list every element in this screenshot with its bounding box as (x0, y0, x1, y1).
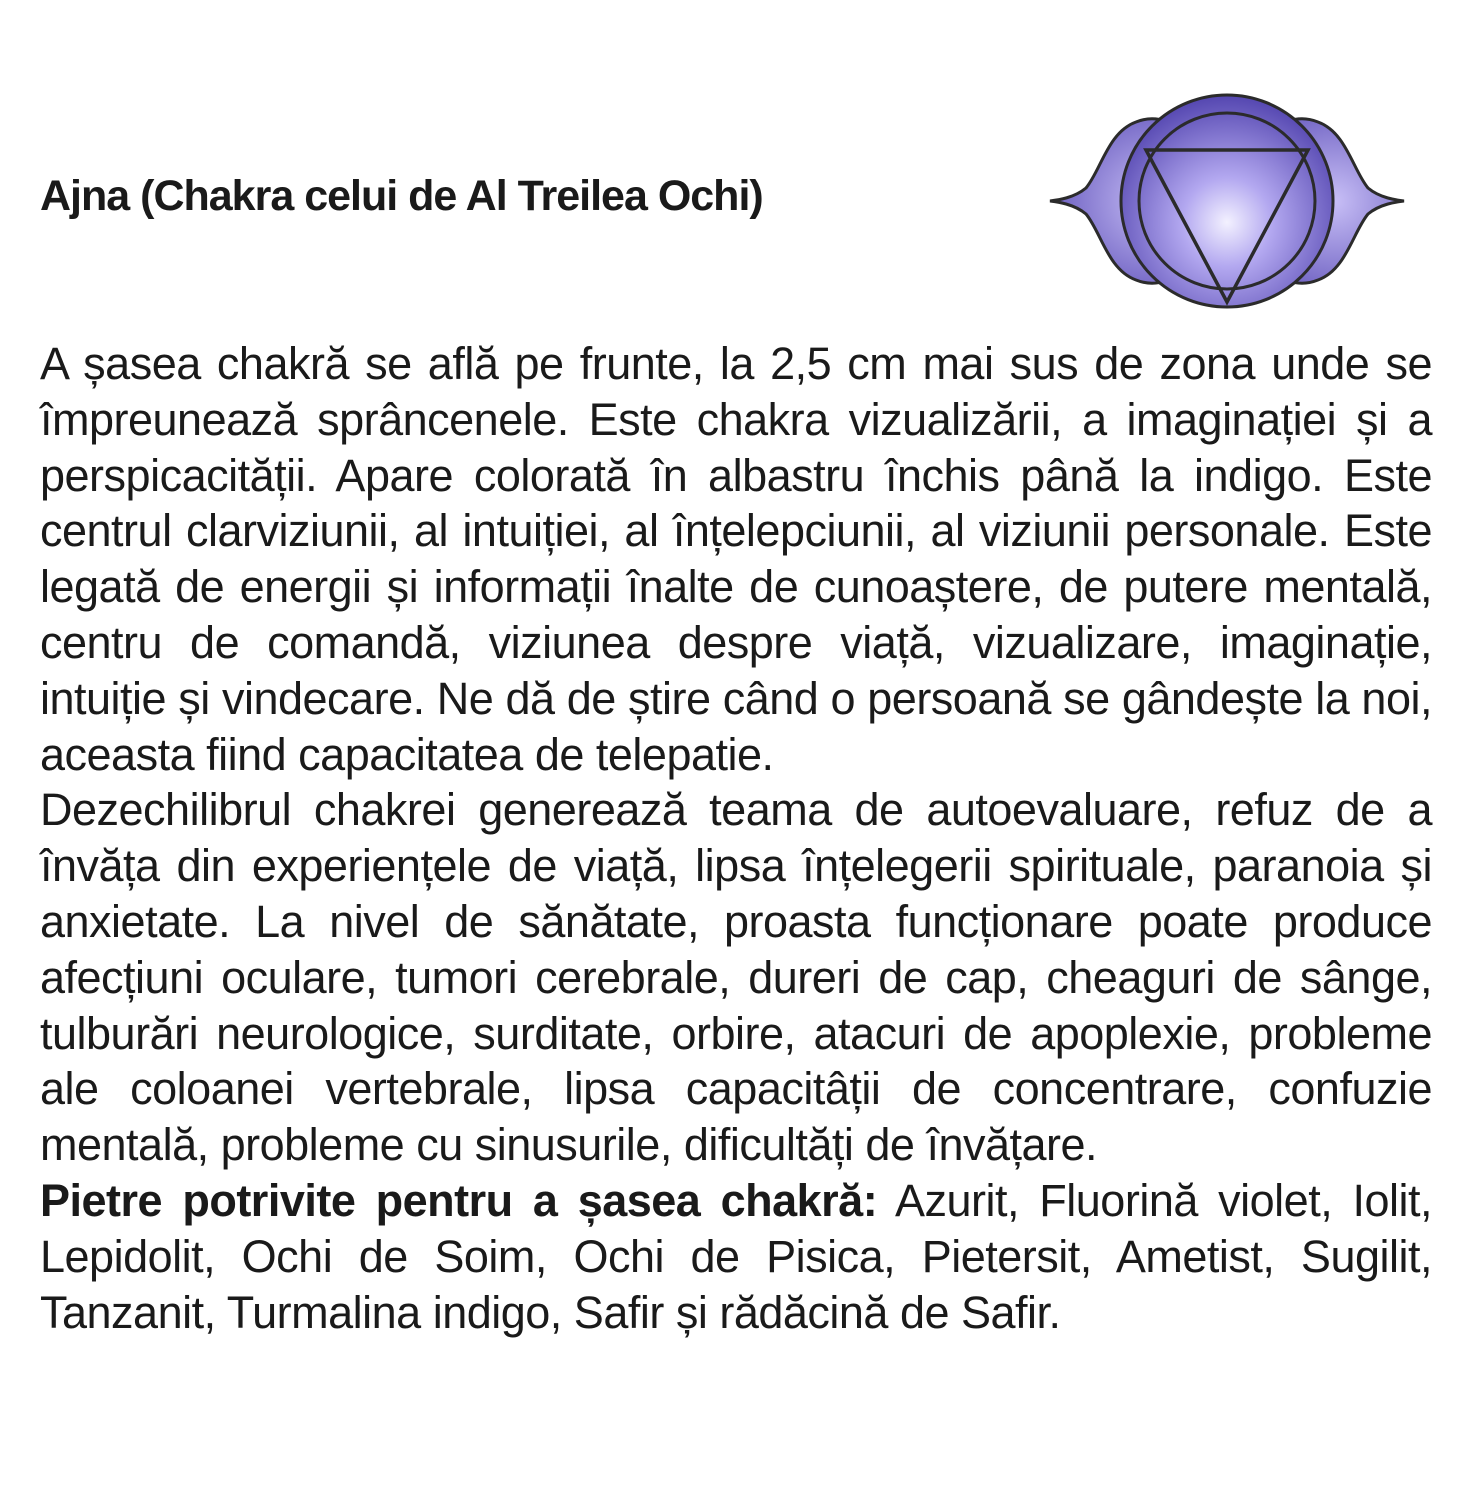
body-text (40, 336, 1432, 1340)
center-circle (1121, 95, 1333, 307)
paragraph-imbalance: Dezechilibrul chakrei generează teama de autoevaluare, refuz de a învăța din experiențele de viață, lipsa înțelegerii spirituale, paranoia și anxietate. La nivel de sănătate, proasta funcționare poate produce afecțiuni oculare, tumori cerebrale, dureri de cap, cheaguri de sânge, tulburări neurologice, surditate, orbire, atacuri de apoplexie, probleme ale coloanei vertebrale, lipsa capacitâții de concentrare, confuzie mentală, probleme cu sinusurile, dificultăți de învățare. (40, 784, 1432, 1171)
page-title: Ajna (Chakra celui de Al Treilea Ochi) (40, 172, 763, 220)
ajna-chakra-symbol-icon (1046, 90, 1408, 312)
paragraph-description: A șasea chakră se află pe frunte, la 2,5 cm mai sus de zona unde se împreunează sprâncenele. Este chakra vizualizării, a imaginației și a perspicacității. Apare colorată în albastru închis până la indigo. Este centrul clarviziunii, al intuiției, al înțelepciunii, al viziunii personale. Este legată de energii și informații înalte de cunoaștere, de putere mentală, centru de comandă, viziunea despre viață, vizualizare, imaginație, intuiție și vindecare. Ne dă de știre când o persoană se gândește la noi, aceasta fiind capacitatea de telepatie. (40, 338, 1432, 780)
stones-list: Azurit, Fluorină violet, Iolit, Lepidolit, Ochi de Soim, Ochi de Pisica, Pietersit, Ametist, Sugilit, Tanzanit, Turmalina indigo, Safir și rădăcină de Safir. (40, 1174, 1433, 1338)
stones-label: Pietre potrivite pentru a șasea chakră: (40, 1174, 878, 1226)
paragraph-stones (40, 1173, 1432, 1340)
